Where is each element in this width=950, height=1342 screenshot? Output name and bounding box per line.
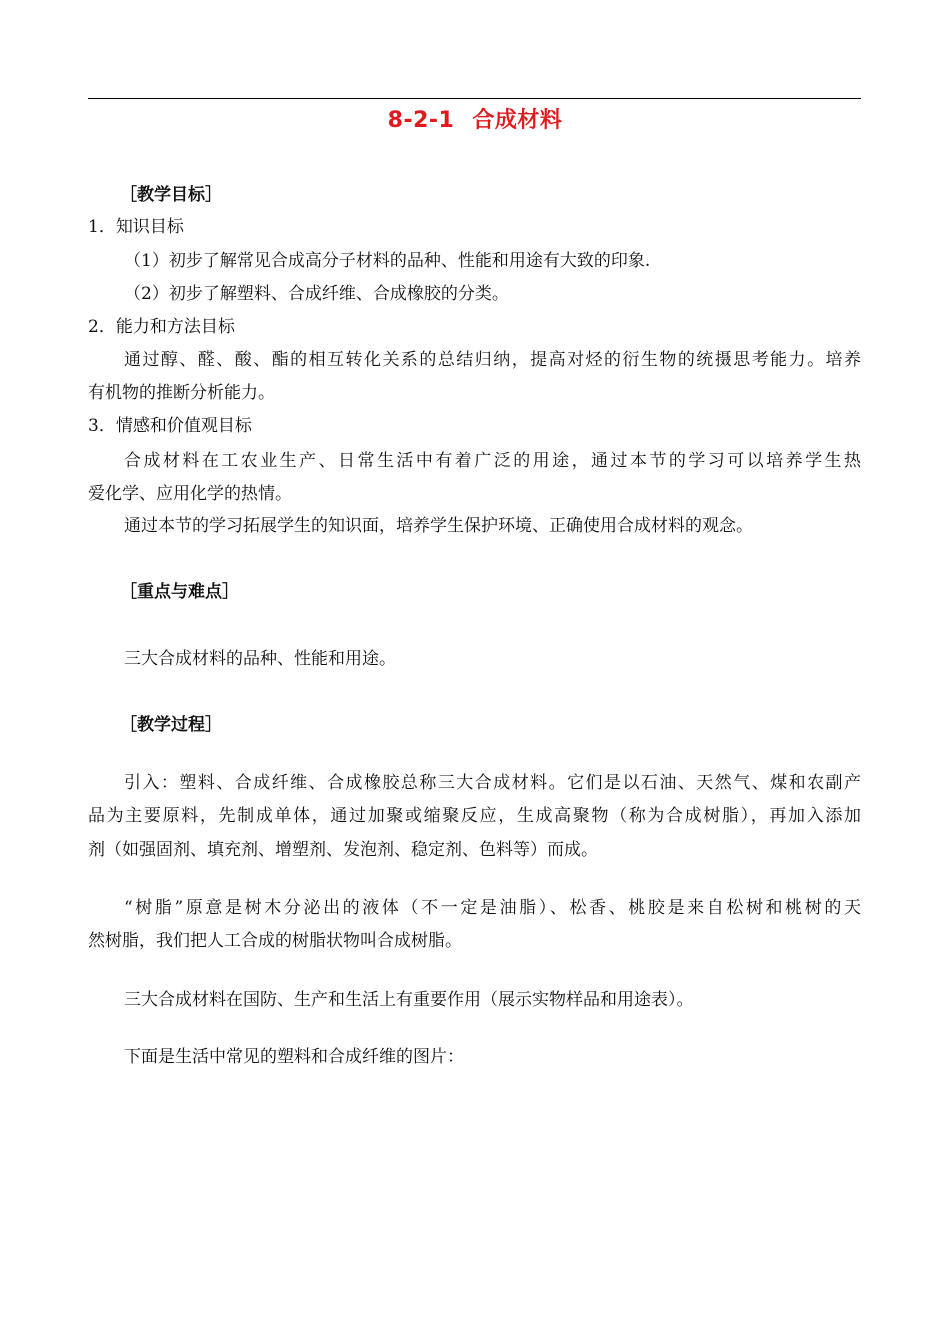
key-points-text: 三大合成材料的品种、性能和用途。 xyxy=(124,649,396,669)
objective-3-title: 3．情感和价值观目标 xyxy=(88,416,252,436)
intro-line3: 剂（如强固剂、填充剂、增塑剂、发泡剂、稳定剂、色料等）而成。 xyxy=(88,840,598,860)
intro-line2: 品为主要原料，先制成单体，通过加聚或缩聚反应，生成高聚物（称为合成树脂），再加入添加 xyxy=(88,806,861,826)
resin-line1: “树脂”原意是树木分泌出的液体（不一定是油脂）、松香、桃胶是来自松树和桃树的天 xyxy=(124,898,861,918)
lesson-title: 合成材料 xyxy=(472,108,563,133)
importance-text: 三大合成材料在国防、生产和生活上有重要作用（展示实物样品和用途表）。 xyxy=(124,990,694,1010)
objective-3-line2: 爱化学、应用化学的热情。 xyxy=(88,484,292,504)
objective-3-line3: 通过本节的学习拓展学生的知识面，培养学生保护环境、正确使用合成材料的观念。 xyxy=(124,516,753,536)
process-heading: ［教学过程］ xyxy=(120,715,222,735)
objective-2-title: 2．能力和方法目标 xyxy=(88,317,235,337)
header-rule xyxy=(88,98,861,99)
pictures-intro: 下面是生活中常见的塑料和合成纤维的图片： xyxy=(124,1047,464,1067)
objective-1-title: 1．知识目标 xyxy=(88,217,184,237)
objective-3-line1: 合成材料在工农业生产、日常生活中有着广泛的用途，通过本节的学习可以培养学生热 xyxy=(124,451,861,471)
objective-2-line2: 有机物的推断分析能力。 xyxy=(88,383,275,403)
objectives-heading: ［教学目标］ xyxy=(120,185,222,205)
objective-1-sub1: （1）初步了解常见合成高分子材料的品种、性能和用途有大致的印象. xyxy=(124,251,651,271)
intro-line1: 引入：塑料、合成纤维、合成橡胶总称三大合成材料。它们是以石油、天然气、煤和农副产 xyxy=(124,773,861,793)
objective-1-sub2: （2）初步了解塑料、合成纤维、合成橡胶的分类。 xyxy=(124,284,509,304)
objective-2-line1: 通过醇、醛、酸、酯的相互转化关系的总结归纳，提高对烃的衍生物的统摄思考能力。培养 xyxy=(124,350,861,370)
key-points-heading: ［重点与难点］ xyxy=(120,582,239,602)
resin-line2: 然树脂，我们把人工合成的树脂状物叫合成树脂。 xyxy=(88,931,462,951)
lesson-number: 8-2-1 xyxy=(387,108,455,133)
page-title xyxy=(0,103,950,134)
